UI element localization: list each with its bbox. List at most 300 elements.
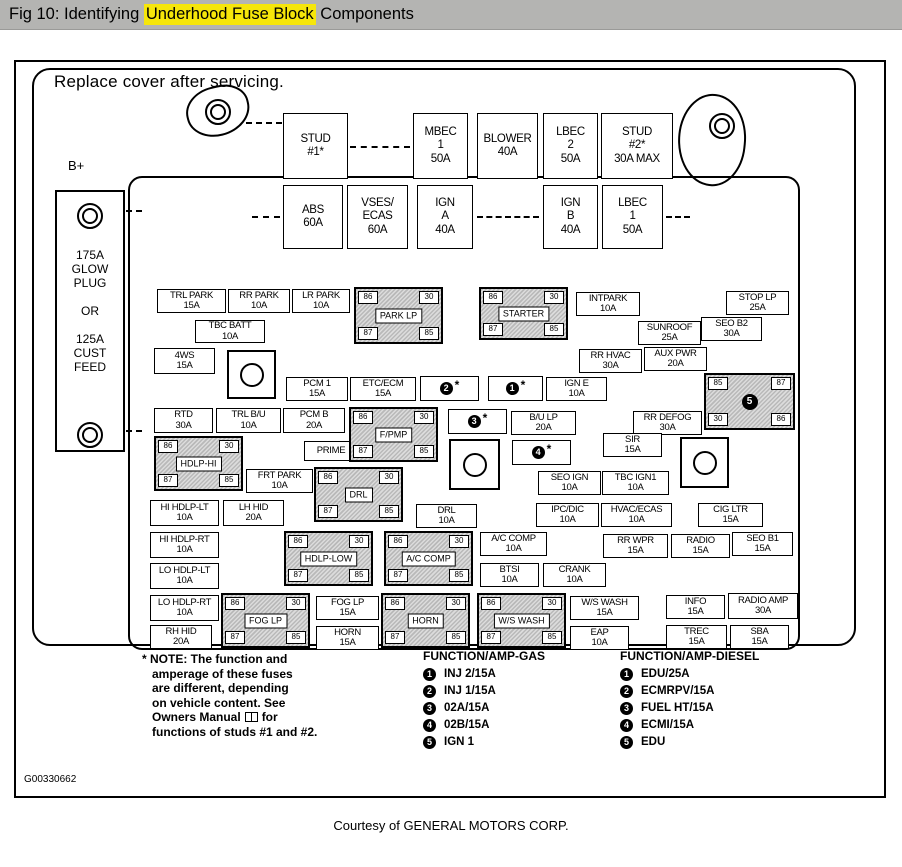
- relay-drl: [314, 467, 403, 522]
- marker-number-badge: 1: [506, 382, 519, 395]
- relay-label: HDLP-HI: [175, 456, 221, 471]
- relay-pin-85: 85: [708, 377, 728, 390]
- fuse-line: IGN E: [564, 377, 589, 389]
- fuse-line: SBA: [750, 625, 769, 637]
- relay-pin-30: 30: [419, 291, 439, 304]
- fuse-line: RADIO: [686, 534, 715, 546]
- relay-label: F/PMP: [375, 427, 413, 442]
- fuse-sba-15a: [730, 625, 789, 649]
- fuse-btsi-10a: [480, 563, 539, 587]
- fuse-lbec-2-50a: [543, 113, 598, 179]
- fuse-line: 10A: [221, 330, 238, 342]
- relay-pin-85: 85: [544, 323, 564, 336]
- legend-label: EDU: [641, 736, 666, 748]
- fuse-line: 50A: [430, 152, 451, 165]
- fuse-trec-15a: [666, 625, 727, 649]
- fuse-line: TBC IGN1: [614, 471, 657, 483]
- fuse-hi-hdlp-lt-10a: [150, 500, 219, 526]
- marker-asterisk: *: [546, 442, 552, 456]
- fuse-crank-10a: [543, 563, 606, 587]
- fuse-drl-10a: [416, 504, 477, 528]
- relay-pin-86: 86: [225, 597, 245, 610]
- figure-title-suffix: Components: [315, 5, 414, 23]
- fuse-etc-ecm-15a: [350, 377, 416, 401]
- fuse-line: 15A: [624, 444, 641, 455]
- courtesy-line: Courtesy of GENERAL MOTORS CORP.: [333, 818, 569, 833]
- relay-pin-30: 30: [449, 535, 469, 548]
- relay-pin-86: 86: [483, 291, 503, 304]
- fuse-line: B: [566, 210, 575, 223]
- fuse-blower-40a: [477, 113, 538, 179]
- relay-pin-85: 85: [446, 631, 466, 644]
- fuse-line: 15A: [308, 388, 325, 399]
- figure-title-prefix: Fig 10: Identifying: [9, 5, 144, 23]
- relay-pin-85: 85: [379, 505, 399, 518]
- relay-horn: [381, 593, 470, 648]
- relay-pin-87: 87: [288, 569, 308, 582]
- relay-pin-86: 86: [771, 413, 791, 426]
- fuse-line: 10A: [250, 300, 267, 311]
- fuse-line: 10A: [176, 607, 193, 618]
- relay-pin-85: 85: [349, 569, 369, 582]
- fuse-line: 2: [567, 139, 574, 152]
- fuse-stud-1: [283, 113, 348, 179]
- legend-number-badge: 2: [423, 685, 436, 698]
- fuse-line: RR DEFOG: [643, 411, 692, 423]
- fuse-ign-b-40a: [543, 185, 598, 249]
- fuse-fog-lp-15a: [316, 596, 379, 620]
- relay-f-pmp: [349, 407, 438, 462]
- legend-item: [620, 736, 759, 749]
- fuse-line: 10A: [566, 574, 583, 585]
- fuse-line: RR HVAC: [590, 349, 631, 361]
- relay-pin-85: 85: [286, 631, 306, 644]
- fuse-4ws-15a: [154, 348, 215, 374]
- fuse-line: 15A: [596, 607, 613, 618]
- fuse-line: INTPARK: [588, 292, 628, 304]
- legend-diesel: [620, 649, 759, 749]
- relay-pin-87: 87: [388, 569, 408, 582]
- legend-item: [620, 668, 759, 681]
- note-line: amperage of these fuses: [152, 666, 293, 681]
- fuse-line: FRT PARK: [257, 469, 302, 481]
- legend-label: ECMRPV/15A: [641, 685, 715, 697]
- legend-number-badge: 5: [423, 736, 436, 749]
- legend-gas-items: [423, 668, 545, 749]
- relay-starter: [479, 287, 568, 340]
- fuse-line: 10A: [561, 482, 578, 493]
- fuse-line: 10A: [271, 480, 288, 491]
- fuse-line: 10A: [312, 300, 329, 311]
- fuse-line: RTD: [174, 409, 193, 420]
- fuse-line: SEO IGN: [550, 471, 589, 483]
- fuse-ign-a-40a: [417, 185, 473, 249]
- fuse-line: HI HDLP-RT: [159, 533, 210, 545]
- fuse-line: 10A: [568, 388, 585, 399]
- relay-pin-85: 85: [414, 445, 434, 458]
- fuse-line: TRL B/U: [231, 409, 266, 420]
- relay-pin-86: 86: [385, 597, 405, 610]
- fuse-line: SEO B2: [715, 317, 748, 329]
- fuse-line: 25A: [749, 302, 766, 313]
- fuse-line: SEO B1: [746, 532, 779, 544]
- relay-pin-87: 87: [483, 323, 503, 336]
- note-line: [142, 710, 327, 725]
- fuse-line: 10A: [240, 419, 257, 431]
- note-line: are different, depending: [152, 681, 289, 695]
- relay-pin-87: 87: [353, 445, 373, 458]
- fuse-seo-b2-30a: [701, 317, 762, 341]
- fuse-line: BLOWER: [483, 132, 532, 145]
- relay-5: [704, 373, 795, 430]
- fuse-line: TRL PARK: [170, 289, 213, 301]
- relay-pin-85: 85: [419, 327, 439, 340]
- legend-gas-title: FUNCTION/AMP-GAS: [423, 649, 545, 663]
- legend-label: INJ 1/15A: [444, 685, 496, 697]
- relay-pin-87: 87: [358, 327, 378, 340]
- cover-note: Replace cover after servicing.: [54, 72, 284, 91]
- legend-label: ECMI/15A: [641, 719, 695, 731]
- fuse-line: 20A: [667, 358, 684, 369]
- marker-4: [512, 440, 571, 465]
- fuse-line: IGN: [435, 196, 455, 209]
- fuse-line: TBC BATT: [208, 320, 252, 331]
- legend-number-badge: 4: [423, 719, 436, 732]
- relay-hdlp-low: [284, 531, 373, 586]
- fuse-rtd-30a: [154, 408, 213, 433]
- fuse-b-u-lp-20a: [511, 411, 576, 435]
- fuse-line: SUNROOF: [646, 321, 693, 333]
- fuse-line: MBEC: [424, 125, 457, 138]
- fuse-seo-b1-15a: [732, 532, 793, 556]
- fuse-line: PRIME: [316, 444, 346, 456]
- fuse-line: 20A: [245, 512, 262, 523]
- legend-label: FUEL HT/15A: [641, 702, 714, 714]
- relay-label: FOG LP: [244, 613, 287, 628]
- marker-1: [488, 376, 543, 401]
- feed-label-line: CUST: [73, 346, 107, 360]
- fuse-line: 30A: [723, 328, 740, 339]
- fuse-seo-ign-10a: [538, 471, 601, 495]
- legend-diesel-items: [620, 668, 759, 749]
- fuse-line: 10A: [591, 637, 608, 648]
- fuse-intpark-10a: [576, 292, 640, 316]
- fuse-line: 15A: [627, 545, 644, 556]
- fuse-line: CRANK: [558, 563, 591, 575]
- fuse-line: INFO: [684, 595, 707, 607]
- fuse-tbc-batt-10a: [195, 320, 265, 343]
- fuse-line: STUD: [621, 125, 653, 138]
- relay-pin-86: 86: [318, 471, 338, 484]
- fuse-line: 10A: [628, 514, 645, 525]
- relay-park-lp: [354, 287, 443, 344]
- fuse-line: 10A: [176, 512, 193, 523]
- fuse-line: HI HDLP-LT: [160, 501, 209, 513]
- legend-number-badge: 3: [620, 702, 633, 715]
- note-line: * NOTE: The function and: [142, 652, 288, 666]
- fuse-w-s-wash-15a: [570, 596, 639, 620]
- fuse-line: 30A: [175, 419, 192, 431]
- relay-pin-87: 87: [225, 631, 245, 644]
- fuse-line: 15A: [687, 606, 704, 617]
- fuse-line: RH HID: [165, 625, 197, 637]
- fuse-line: 1: [629, 210, 636, 223]
- feed-label-line: OR: [81, 304, 99, 318]
- relay-pin-87: 87: [385, 631, 405, 644]
- fuse-line: PCM 1: [303, 377, 331, 389]
- relay-pin-85: 85: [542, 631, 562, 644]
- fuse-line: 30A: [754, 605, 771, 616]
- fuse-line: HVAC/ECAS: [610, 503, 663, 515]
- fuse-line: 15A: [751, 636, 768, 647]
- note-line-text: for: [261, 710, 278, 724]
- fuse-abs-60a: [283, 185, 343, 249]
- relay-pin-30: 30: [286, 597, 306, 610]
- relay-label: STARTER: [498, 306, 549, 321]
- legend-item: [620, 719, 759, 732]
- relay-pin-86: 86: [158, 440, 178, 453]
- relay-label: HORN: [407, 613, 444, 628]
- note-line: functions of studs #1 and #2.: [152, 724, 318, 739]
- fuse-line: 10A: [176, 544, 193, 555]
- fuse-ipc-dic-10a: [536, 503, 599, 527]
- fuse-line: 30A MAX: [614, 152, 660, 165]
- relay-pin-86: 86: [353, 411, 373, 424]
- fuse-line: W/S WASH: [581, 596, 628, 608]
- fuse-line: DRL: [437, 504, 456, 516]
- fuse-line: 1: [437, 139, 444, 152]
- fuse-line: 10A: [176, 575, 193, 586]
- fuse-line: 50A: [622, 223, 643, 236]
- relay-pin-85: 85: [449, 569, 469, 582]
- relay-pin-30: 30: [414, 411, 434, 424]
- fuse-cig-ltr-15a: [698, 503, 763, 527]
- feed-label-line: 125A: [75, 332, 105, 346]
- relay-pin-86: 86: [481, 597, 501, 610]
- relay-pin-30: 30: [708, 413, 728, 426]
- fuse-line: IGN: [560, 196, 581, 209]
- fuse-line: 15A: [176, 360, 193, 371]
- fuse-hi-hdlp-rt-10a: [150, 532, 219, 558]
- feed-label-line: FEED: [73, 360, 106, 374]
- marker-number-badge: 3: [468, 415, 481, 428]
- relay-pin-30: 30: [379, 471, 399, 484]
- fuse-lo-hdlp-rt-10a: [150, 595, 219, 621]
- fuse-line: ETC/ECM: [362, 377, 404, 389]
- fuse-mbec-1-50a: [413, 113, 468, 179]
- fuse-line: #2*: [628, 139, 646, 152]
- relay-w-s-wash: [477, 593, 566, 648]
- relay-pin-30: 30: [544, 291, 564, 304]
- fuse-line: AUX PWR: [654, 347, 697, 359]
- legend-number-badge: 3: [423, 702, 436, 715]
- fuse-line: VSES/: [361, 196, 394, 209]
- fuse-lh-hid-20a: [223, 500, 284, 526]
- fuse-line: TREC: [684, 625, 709, 637]
- fuse-line: 25A: [661, 332, 678, 343]
- fuse-line: LO HDLP-RT: [157, 596, 212, 608]
- fuse-lo-hdlp-lt-10a: [150, 563, 219, 589]
- relay-label: A/C COMP: [401, 551, 456, 566]
- fuse-line: IPC/DIC: [551, 503, 584, 515]
- feed-label-line: 175A: [75, 248, 105, 262]
- fuse-line: 15A: [688, 636, 705, 647]
- fuse-line: B/U LP: [529, 411, 558, 423]
- fuse-line: 20A: [535, 422, 552, 433]
- fuse-vses-ecas-60a: [347, 185, 408, 249]
- fuse-line: 10A: [599, 303, 616, 314]
- legend-number-badge: 4: [620, 719, 633, 732]
- fuse-line: 15A: [754, 543, 771, 554]
- note-block: [142, 652, 327, 739]
- fuse-line: ABS: [301, 203, 325, 216]
- marker-3: [448, 409, 507, 434]
- fuse-line: 40A: [497, 146, 518, 158]
- fuse-line: RR PARK: [239, 289, 279, 301]
- fuse-radio-amp-30a: [728, 593, 798, 619]
- legend-item: [423, 668, 545, 681]
- fuse-aux-pwr-20a: [644, 347, 707, 371]
- note-line-text: Owners Manual: [152, 710, 241, 724]
- legend-number-badge: 1: [423, 668, 436, 681]
- fuse-info-15a: [666, 595, 725, 619]
- fuse-rr-park-10a: [228, 289, 290, 313]
- fuse-line: STOP LP: [738, 291, 777, 303]
- fuse-line: 15A: [722, 514, 739, 525]
- relay-label: W/S WASH: [493, 613, 549, 628]
- fuse-stop-lp-25a: [726, 291, 789, 315]
- marker-number-badge: 4: [532, 446, 545, 459]
- fuse-line: A/C COMP: [491, 532, 536, 544]
- feed-label-line: GLOW: [71, 262, 109, 276]
- fuse-line: 10A: [559, 514, 576, 525]
- fuse-lr-park-10a: [292, 289, 350, 313]
- fuse-line: LO HDLP-LT: [158, 564, 211, 576]
- fuse-frt-park-10a: [246, 469, 313, 493]
- relay-pin-87: 87: [318, 505, 338, 518]
- fuse-line: 60A: [367, 223, 388, 236]
- owners-manual-icon: [245, 712, 258, 722]
- fuse-line: RR WPR: [617, 534, 654, 546]
- fuse-line: A: [441, 210, 449, 223]
- fuse-sir-15a: [603, 433, 662, 457]
- relay-pin-30: 30: [446, 597, 466, 610]
- fuse-hvac-ecas-10a: [601, 503, 672, 527]
- fuse-rr-wpr-15a: [603, 534, 668, 558]
- fuse-rr-hvac-30a: [579, 349, 642, 373]
- fuse-line: 10A: [438, 515, 455, 526]
- fuse-line: 60A: [303, 217, 323, 229]
- fuse-line: SIR: [625, 433, 640, 445]
- fuse-line: STUD: [300, 132, 331, 145]
- fuse-line: LR PARK: [302, 289, 340, 301]
- relay-pin-30: 30: [349, 535, 369, 548]
- fuse-trl-b-u-10a: [216, 408, 281, 433]
- legend-gas: [423, 649, 545, 749]
- fuse-line: 10A: [627, 482, 644, 493]
- fuse-line: LBEC: [618, 196, 647, 209]
- marker-asterisk: *: [454, 378, 460, 392]
- fuse-line: 20A: [172, 636, 189, 647]
- relay-pin-87: 87: [158, 474, 178, 487]
- legend-item: [423, 736, 545, 749]
- marker-number-badge: 2: [440, 382, 453, 395]
- fuse-line: HORN: [334, 626, 361, 638]
- marker-asterisk: *: [520, 378, 526, 392]
- fuse-line: 40A: [435, 223, 455, 236]
- fuse-line: RADIO AMP: [737, 594, 789, 606]
- legend-item: [423, 702, 545, 715]
- legend-label: 02A/15A: [444, 702, 490, 714]
- b-plus-label: B+: [68, 158, 85, 173]
- fuse-line: CIG LTR: [713, 503, 748, 515]
- fuse-line: 15A: [374, 388, 391, 399]
- relay-number-badge: 5: [742, 394, 758, 410]
- fuse-line: 30A: [602, 360, 619, 371]
- fuse-line: 40A: [560, 223, 581, 236]
- relay-pin-87: 87: [771, 377, 791, 390]
- legend-item: [620, 702, 759, 715]
- empty-relay-socket: [680, 437, 729, 488]
- empty-relay-socket: [227, 350, 276, 399]
- relay-pin-87: 87: [481, 631, 501, 644]
- relay-pin-30: 30: [542, 597, 562, 610]
- legend-item: [620, 685, 759, 698]
- relay-pin-30: 30: [219, 440, 239, 453]
- fuse-a-c-comp-10a: [480, 532, 547, 556]
- legend-item: [423, 685, 545, 698]
- legend-label: IGN 1: [444, 736, 475, 748]
- fuse-radio-15a: [671, 534, 730, 558]
- feed-label-line: PLUG: [73, 276, 107, 290]
- fuse-line: BTSI: [499, 563, 520, 575]
- fuse-line: 10A: [501, 574, 518, 585]
- fuse-line: LH HID: [238, 501, 269, 513]
- fuse-line: EAP: [590, 626, 609, 638]
- legend-number-badge: 5: [620, 736, 633, 749]
- fuse-rh-hid-20a: [150, 625, 212, 649]
- figure-code: G00330662: [24, 774, 77, 785]
- empty-relay-socket: [449, 439, 500, 490]
- relay-pin-86: 86: [288, 535, 308, 548]
- legend-label: EDU/25A: [641, 668, 690, 680]
- relay-label: DRL: [344, 487, 372, 502]
- marker-2: [420, 376, 479, 401]
- marker-asterisk: *: [482, 411, 488, 425]
- relay-fog-lp: [221, 593, 310, 648]
- fuse-horn-15a: [316, 626, 379, 650]
- legend-label: INJ 2/15A: [444, 668, 496, 680]
- figure-title-highlight: Underhood Fuse Block: [145, 5, 314, 23]
- fuse-line: ECAS: [362, 210, 393, 223]
- legend-number-badge: 2: [620, 685, 633, 698]
- fuse-pcm-b-20a: [283, 408, 345, 433]
- fuse-line: 20A: [305, 419, 322, 431]
- fuse-sunroof-25a: [638, 321, 701, 345]
- fuse-eap-10a: [570, 626, 629, 650]
- fuse-ign-e-10a: [546, 377, 607, 401]
- fuse-line: 15A: [339, 607, 356, 618]
- fuse-pcm-1-15a: [286, 377, 348, 401]
- relay-label: HDLP-LOW: [300, 551, 358, 566]
- fuse-trl-park-15a: [157, 289, 226, 313]
- fuse-lbec-1-50a: [602, 185, 663, 249]
- legend-item: [423, 719, 545, 732]
- relay-pin-85: 85: [219, 474, 239, 487]
- fuse-line: PCM B: [299, 409, 329, 420]
- fuse-line: FOG LP: [330, 596, 365, 608]
- relay-hdlp-hi: [154, 436, 243, 491]
